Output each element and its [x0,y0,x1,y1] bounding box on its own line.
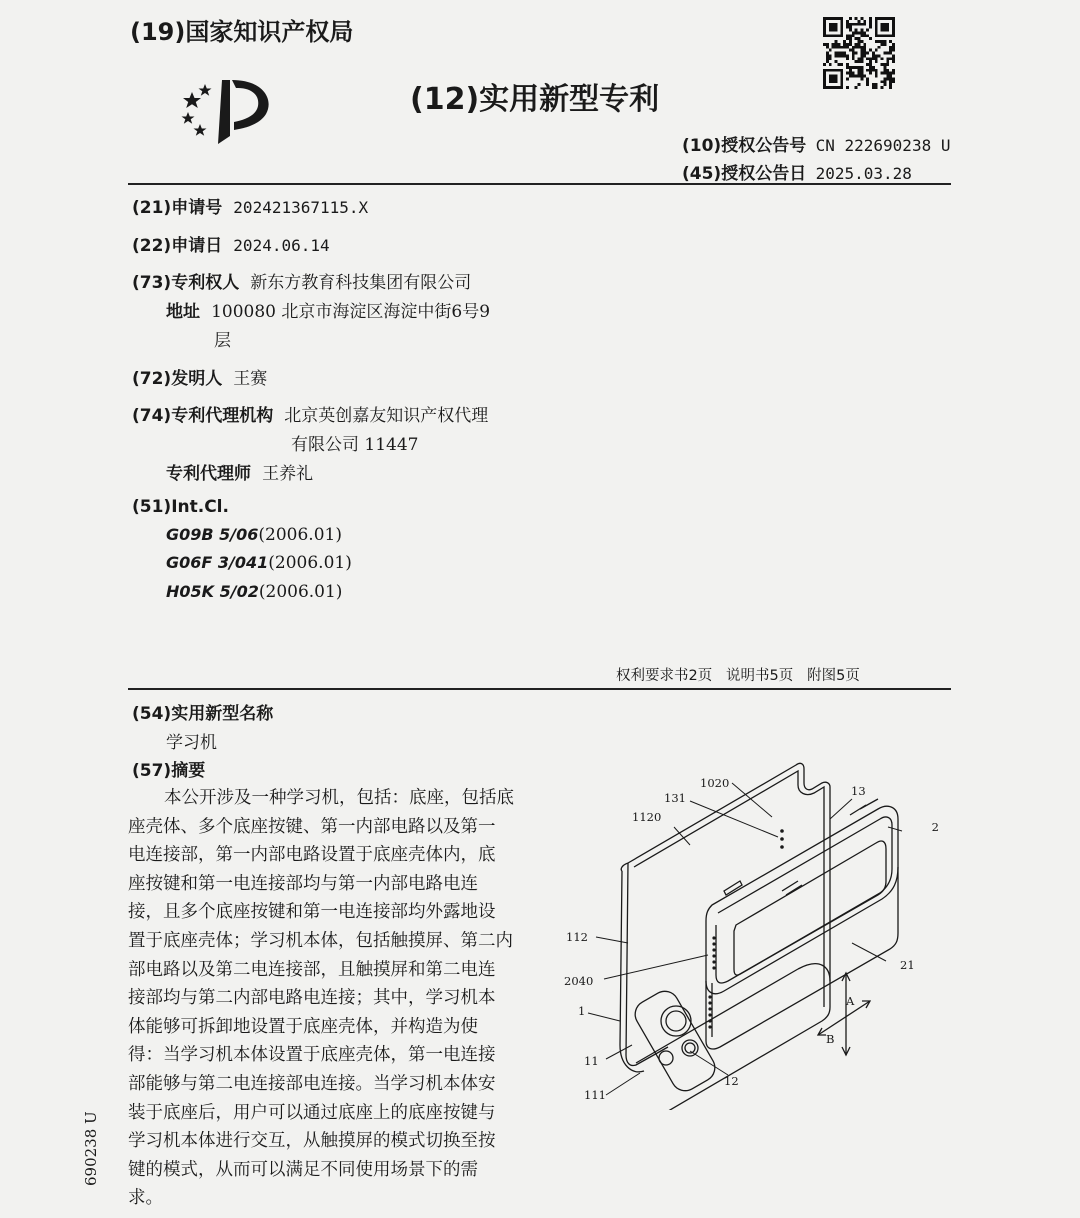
inventor: 王赛 [233,369,268,389]
agency-line-1: 北京英创嘉友知识产权代理 [284,406,489,426]
address-row [166,297,490,322]
abstract-line: 本公开涉及一种学习机，包括：底座，包括底 [164,788,514,808]
figure-label: 1020 [700,776,730,790]
application-number-row [132,193,368,218]
int-cl-label: (51)Int.Cl. [132,497,229,517]
figure-label: B [826,1032,835,1046]
figure-label: 1120 [632,810,662,824]
figure-label: 21 [900,958,915,972]
ipc-row [166,553,352,573]
application-date: 2024.06.14 [233,236,330,255]
abstract-line: 接部均与第二内部电路电连接；其中，学习机本 [128,988,496,1009]
abstract-label: (57)摘要 [132,761,206,781]
figure-label: 11 [584,1054,599,1068]
abstract-line: 得：当学习机本体设置于底座壳体，第一电连接 [128,1045,496,1066]
application-date-label: (22)申请日 [132,236,223,256]
figure-label: 2 [931,820,939,834]
title-label: (54)实用新型名称 [132,704,274,724]
agent: 王养礼 [262,464,314,484]
abstract-text [128,784,514,1213]
office-name: (19)国家知识产权局 [130,18,354,46]
ipc-code: G09B 5/06 [166,525,259,544]
publication-number-label: (10)授权公告号 [682,136,807,156]
figure-label: 1 [578,1004,586,1018]
cnipa-logo [178,74,278,150]
figure-label: 13 [851,784,866,798]
publication-date: 2025.03.28 [815,164,912,183]
ipc-row [166,582,342,602]
figure-label: A [846,994,855,1008]
inventor-label: (72)发明人 [132,369,223,389]
section-divider [128,688,951,690]
leader-lines-drawing [588,783,902,1095]
address-line-2: 层 [214,331,231,351]
ipc-code: G06F 3/041 [166,553,269,572]
document-type: (12)实用新型专利 [410,82,660,117]
ipc-row [166,525,342,545]
figure-label: 112 [566,930,588,944]
publication-number: CN 222690238 U [815,136,951,155]
publication-date-label: (45)授权公告日 [682,164,807,184]
publication-date-row [682,159,912,184]
abstract-line: 求。 [128,1188,163,1209]
agency-label: (74)专利代理机构 [132,406,274,426]
agency-line-2: 有限公司 11447 [291,435,419,455]
figure-label: 12 [724,1074,739,1088]
abstract-line: 装于底座后，用户可以通过底座上的底座按键与 [128,1102,496,1123]
abstract-line: 座按键和第一电连接部均与第一内部电路电连 [128,873,478,894]
abstract-line: 置于底座壳体；学习机本体，包括触摸屏、第二内 [128,930,513,951]
inventor-row [132,364,267,389]
patentee-label: (73)专利权人 [132,273,240,293]
ipc-code: H05K 5/02 [166,582,259,601]
figure-label: 131 [664,791,686,805]
application-number: 202421367115.X [233,198,369,217]
abstract-line: 体能够可拆卸地设置于底座壳体，并构造为使 [128,1016,478,1037]
application-number-label: (21)申请号 [132,198,223,218]
abstract-line: 电连接部，第一内部电路设置于底座壳体内，底 [128,845,496,866]
side-publication-number: 690238 U [82,1111,100,1186]
abstract-line: 部电路以及第二电连接部，且触摸屏和第二电连 [128,959,496,980]
ipc-version: (2006.01) [258,525,342,545]
figure-label: 2040 [564,974,594,988]
patent-drawing [560,745,940,1114]
tablet-body-drawing [706,799,898,1049]
abstract-line: 学习机本体进行交互，从触摸屏的模式切换至按 [128,1131,496,1152]
qr-code [823,17,895,93]
abstract-line: 座壳体、多个底座按键、第一内部电路以及第一 [128,816,496,837]
agency-row [132,401,488,426]
publication-number-row [682,131,950,156]
patentee-row [132,268,471,293]
address-label: 地址 [166,302,200,322]
abstract-line: 部能够与第二电连接部电连接。当学习机本体安 [128,1073,496,1094]
ipc-version: (2006.01) [258,582,343,602]
address-line-1: 100080 北京市海淀区海淀中街6号9 [211,302,491,322]
agent-label: 专利代理师 [166,464,251,484]
abstract-line: 键的模式，从而可以满足不同使用场景下的需 [128,1159,478,1180]
application-date-row [132,231,330,256]
page-counts: 权利要求书2页 说明书5页 附图5页 [616,668,860,684]
figure-label: 111 [584,1088,606,1102]
abstract-line: 接，且多个底座按键和第一电连接部均外露地设 [128,902,496,923]
utility-model-title: 学习机 [166,733,217,753]
ipc-version: (2006.01) [268,553,352,573]
header-divider [128,183,951,185]
agent-row [166,459,313,484]
patentee: 新东方教育科技集团有限公司 [250,273,472,293]
